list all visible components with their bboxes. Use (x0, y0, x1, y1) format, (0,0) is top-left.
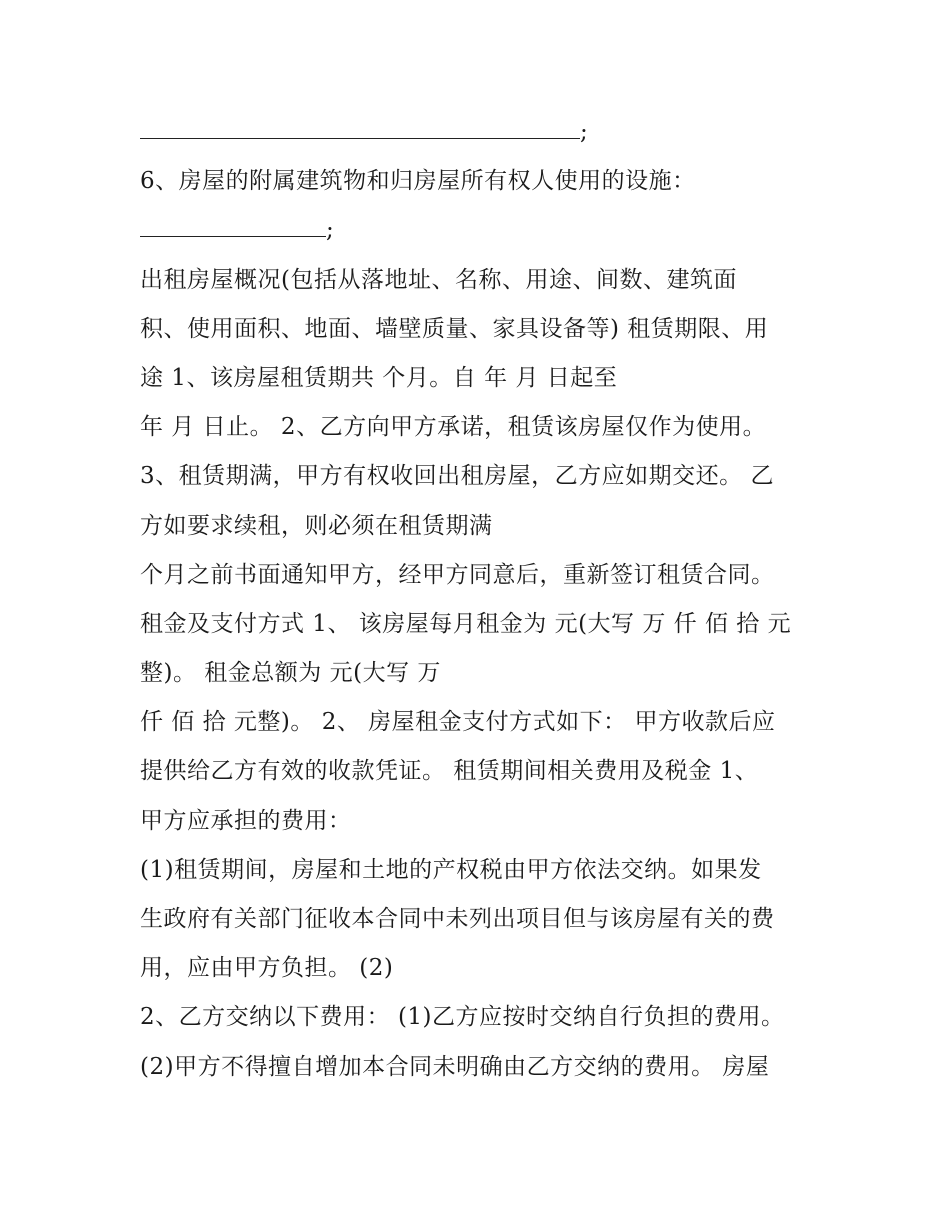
text-line: (1)租赁期间，房屋和土地的产权税由甲方依法交纳。如果发 (140, 856, 762, 883)
text-line: 出租房屋概况(包括从落地址、名称、用途、间数、建筑面 (140, 266, 737, 293)
text-line: 年 月 日止。 2、乙方向甲方承诺，租赁该房屋仅作为使用。 (140, 414, 767, 441)
blank-suffix: ; (580, 119, 589, 145)
text-line: 方如要求续租，则必须在租赁期满 (140, 512, 493, 539)
fill-in-blank (140, 216, 326, 237)
blank-line-1 (140, 108, 820, 157)
document-body (140, 108, 820, 1092)
text-line: 生政府有关部门征收本合同中未列出项目但与该房屋有关的费 (140, 906, 775, 932)
text-line: 用，应由甲方负担。 (2) (140, 955, 394, 982)
text-line: 积、使用面积、地面、墙壁质量、家具设备等) 租赁期限、用 (140, 315, 769, 342)
text-line: 3、租赁期满，甲方有权收回出租房屋，乙方应如期交还。 乙 (140, 463, 774, 490)
text-line: 租金及支付方式 1、 该房屋每月租金为 元(大写 万 仟 佰 拾 元 (140, 610, 792, 637)
text-line: 整)。 租金总额为 元(大写 万 (140, 660, 441, 687)
text-line: 6、房屋的附属建筑物和归房屋所有权人使用的设施： (140, 168, 696, 195)
text-line: 甲方应承担的费用： (140, 807, 352, 834)
text-line: 途 1、该房屋租赁期共 个月。自 年 月 日起至 (140, 364, 618, 391)
text-line: 个月之前书面通知甲方，经甲方同意后，重新签订租赁合同。 (140, 561, 775, 588)
text-line: 仟 佰 拾 元整)。 2、 房屋租金支付方式如下： 甲方收款后应 (140, 709, 776, 736)
blank-suffix: ; (326, 217, 335, 244)
blank-line-2 (140, 206, 820, 255)
fill-in-blank (140, 118, 580, 139)
text-line: 2、乙方交纳以下费用： (1)乙方应按时交纳自行负担的费用。 (140, 1004, 785, 1031)
text-line: (2)甲方不得擅自增加本合同未明确由乙方交纳的费用。 房屋 (140, 1053, 770, 1080)
text-line: 提供给乙方有效的收款凭证。 租赁期间相关费用及税金 1、 (140, 758, 759, 785)
